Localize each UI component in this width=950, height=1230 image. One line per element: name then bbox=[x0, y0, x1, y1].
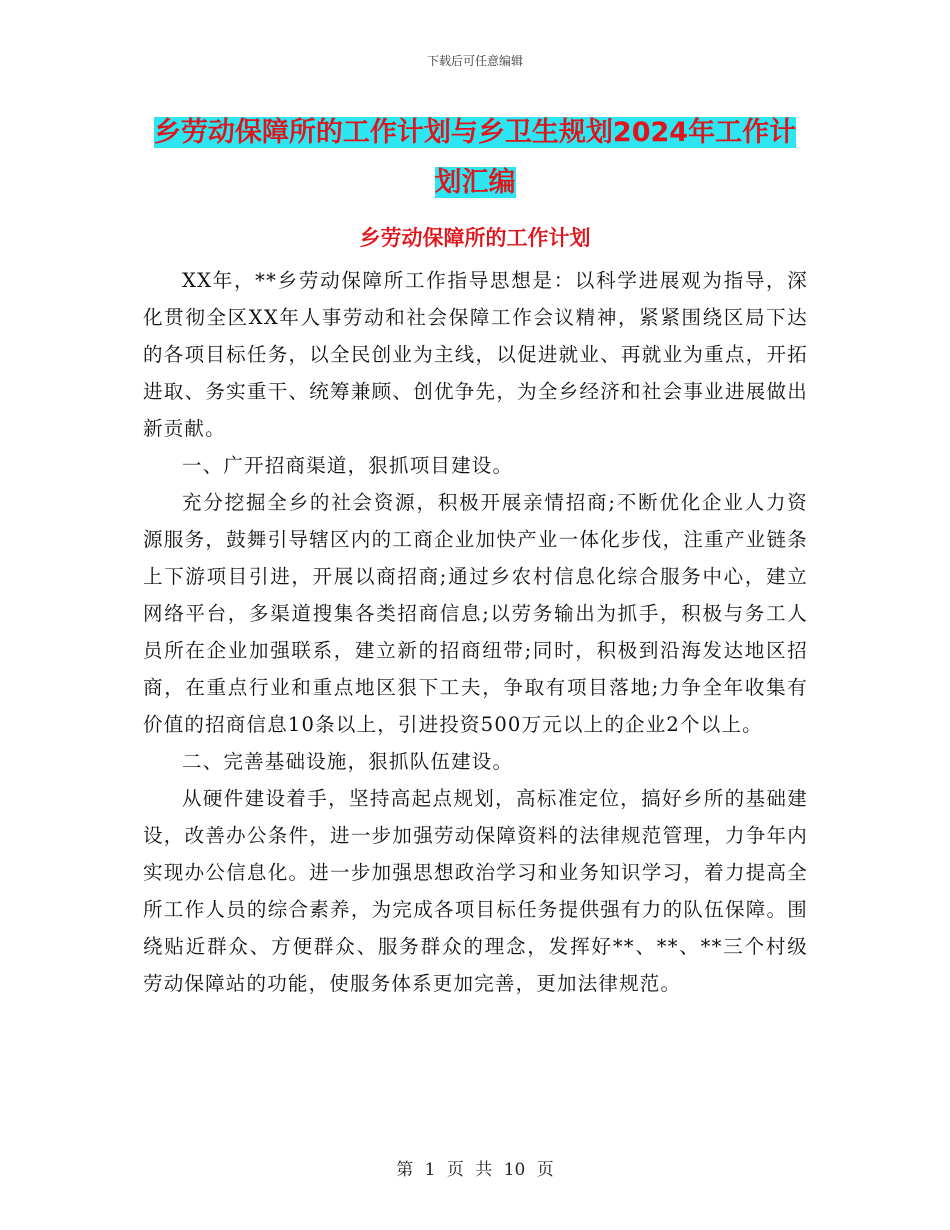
paragraph-infrastructure: 从硬件建设着手，坚持高起点规划，高标准定位，搞好乡所的基础建设，改善办公条件，进一步加强劳动保障资料的法律规范管理，力争年内实现办公信息化。进一步加强思想政治学习和业务知识学习，着力提高全所工作人员的综合素养，为完成各项目标任务提供强有力的队伍保障。围绕贴近群众、方便群众、服务群众的理念，发挥好**、**、**三个村级劳动保障站的功能，使服务体系更加完善，更加法律规范。 bbox=[143, 787, 808, 995]
document-title-text: 乡劳动保障所的工作计划与乡卫生规划2024年工作计划汇编 bbox=[153, 117, 797, 198]
paragraph-investment: 充分挖掘全乡的社会资源，积极开展亲情招商;不断优化企业人力资源服务，鼓舞引导辖区内的工商企业加快产业一体化步伐，注重产业链条上下游项目引进，开展以商招商;通过乡农村信息化综合服务中心，建立网络平台，多渠道搜集各类招商信息;以劳务输出为抓手，积极与务工人员所在企业加强联系，建立新的招商纽带;同时，积极到沿海发达地区招商，在重点行业和重点地区狠下工夫，争取有项目落地;力争全年收集有价值的招商信息10条以上，引进投资500万元以上的企业2个以上。 bbox=[143, 491, 808, 736]
heading-infrastructure: 二、完善基础设施，狠抓队伍建设。 bbox=[182, 750, 514, 773]
header-note: 下载后可任意编辑 bbox=[426, 54, 523, 68]
document-title bbox=[145, 108, 805, 208]
paragraph-guiding-ideology: XX年，**乡劳动保障所工作指导思想是：以科学进展观为指导，深化贯彻全区XX年人事劳动和社会保障工作会议精神，紧紧围绕区局下达的各项目标任务，以全民创业为主线，以促进就业、再就业为重点，开拓进取、务实重干、统筹兼顾、创优争先，为全乡经济和社会事业进展做出新贡献。 bbox=[143, 269, 808, 440]
page-footer: 第 1 页 共 10 页 bbox=[396, 1160, 554, 1180]
section-title: 乡劳动保障所的工作计划 bbox=[359, 226, 591, 250]
document-body bbox=[143, 262, 808, 1002]
heading-investment: 一、广开招商渠道，狠抓项目建设。 bbox=[182, 454, 514, 477]
